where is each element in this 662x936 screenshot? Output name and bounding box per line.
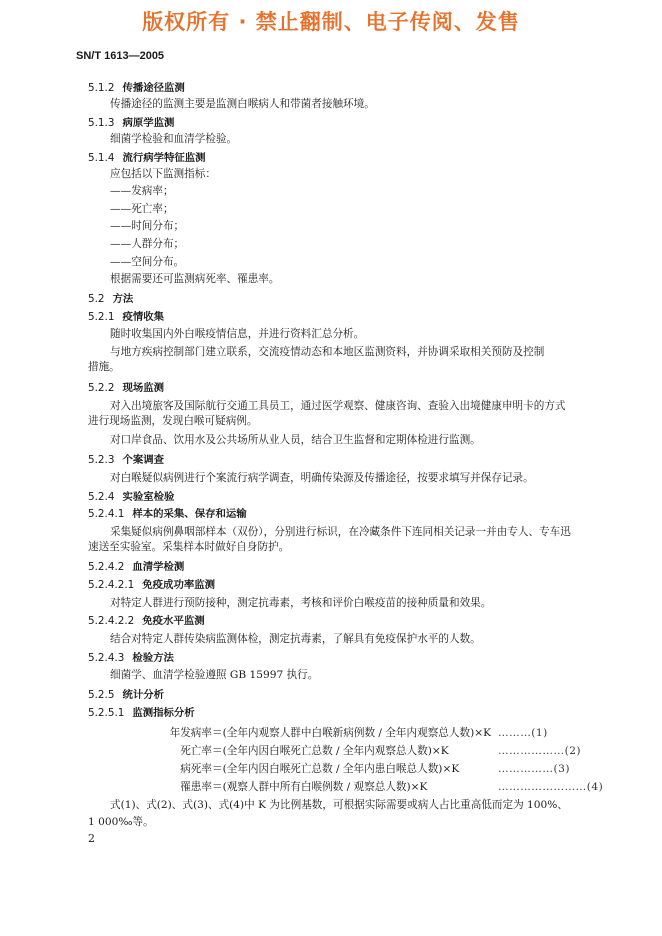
section-number: 5.2.4.2 [88,561,125,573]
formula-number: ……………………(4) [498,781,604,793]
paragraph-line: ——死亡率； [110,203,174,215]
section-title: 监测指标分析 [132,707,195,719]
section-title: 疫情收集 [122,311,165,323]
section-title: 免疫成功率监测 [142,579,216,591]
paragraph-line: 结合对特定人群传染病监测体检，测定抗毒素，了解具有免疫保护水平的人数。 [110,633,481,645]
section-title: 检验方法 [132,652,174,664]
paragraph-line: 根据需要还可监测病死率、罹患率。 [110,273,280,285]
section-title: 个案调查 [122,454,165,466]
section-number: 5.2.4 [88,491,115,503]
section-number: 5.1.4 [88,152,115,164]
formula-expression: ＝(全年内观察人群中白喉新病例数 / 全年内观察总人数)×K [212,727,492,739]
page-number: 2 [88,832,95,845]
formula-label: 年发病率 [169,727,212,739]
section-heading [88,507,247,521]
formula-number: ……………(3) [498,763,570,775]
formula-line [150,780,604,794]
section-number: 5.2.4.3 [88,652,125,664]
section-number: 5.2.4.1 [88,508,125,520]
formula-label: 病死率 [180,763,212,775]
section-title: 统计分析 [122,689,165,701]
formula-line [150,744,582,758]
paragraph-line: 细菌学、血清学检验遵照 GB 15997 执行。 [110,669,319,681]
paragraph-line: ——发病率； [110,185,174,197]
formula-number: ………………(2) [498,745,582,757]
section-title: 方法 [112,293,134,305]
paragraph-line: 与地方疾病控制部门建立联系，交流疫情动态和本地区监测资料，并协调采取相关预防及控制 [110,346,545,358]
section-number: 5.2.4.2.2 [88,615,135,627]
paragraph-line: 速送至实验室。采集样本时做好自身防护。 [88,541,290,553]
formula-expression: ＝(全年内因白喉死亡总数 / 全年内观察总人数)×K [212,745,449,757]
paragraph-line: 随时收集国内外白喉疫情信息，并进行资料汇总分析。 [110,328,365,340]
section-heading [88,310,164,324]
section-number: 5.2.2 [88,382,115,394]
section-heading [88,151,206,165]
section-heading [88,651,174,665]
formula-label: 死亡率 [180,745,212,757]
section-heading [88,292,133,306]
section-title: 实验室检验 [122,491,175,503]
section-title: 免疫水平监测 [142,615,205,627]
paragraph-line: 措施。 [88,361,120,373]
paragraph-line: 应包括以下监测指标： [110,168,216,180]
section-heading [88,81,185,95]
paragraph-line: 1 000‰等。 [88,816,154,828]
paragraph-line: 对口岸食品、饮用水及公共场所从业人员，结合卫生监督和定期体检进行监测。 [110,434,481,446]
paragraph-line: 对白喉疑似病例进行个案流行病学调查，明确传染源及传播途径，按要求填写并保存记录。 [110,472,534,484]
section-number: 5.1.2 [88,82,115,94]
section-heading [88,688,164,702]
paragraph-line: 对特定人群进行预防接种，测定抗毒素，考核和评价白喉疫苗的接种质量和效果。 [110,597,492,609]
paragraph-line: 细菌学检验和血清学检验。 [110,133,238,145]
paragraph-line: ——时间分布； [110,220,185,232]
section-heading [88,116,174,130]
section-heading [88,614,205,628]
paragraph-line: ——空间分布。 [110,256,185,268]
section-title: 传播途径监测 [122,82,185,94]
standard-code: SN/T 1613—2005 [76,50,165,62]
section-title: 样本的采集、保存和运输 [132,508,247,520]
section-heading [88,706,195,720]
section-number: 5.2.4.2.1 [88,579,135,591]
section-title: 血清学检测 [132,561,185,573]
section-title: 流行病学特征监测 [122,152,206,164]
section-number: 5.2.5.1 [88,707,125,719]
formula-expression: ＝(观察人群中所有白喉例数 / 观察总人数)×K [212,781,428,793]
section-heading [88,578,215,592]
section-number: 5.2 [88,293,105,305]
section-heading [88,453,164,467]
formula-label: 罹患率 [180,781,212,793]
paragraph-line: 对入出境旅客及国际航行交通工具员工，通过医学观察、健康咨询、查验入出境健康申明卡的方式 [110,400,566,412]
section-title: 病原学监测 [122,117,175,129]
section-heading [88,560,184,574]
paragraph-line: 采集疑似病例鼻咽部样本（双份），分别进行标识，在冷藏条件下连同相关记录一并由专人、专车迅 [110,526,571,538]
paragraph-line: 进行现场监测，发现白喉可疑病例。 [88,415,258,427]
copyright-watermark: 版权所有 · 禁止翻制、电子传阅、发售 [142,10,520,34]
section-number: 5.1.3 [88,117,115,129]
section-number: 5.2.3 [88,454,115,466]
formula-number: ………(1) [498,727,548,739]
section-heading [88,490,174,504]
section-title: 现场监测 [122,382,165,394]
section-number: 5.2.5 [88,689,115,701]
paragraph-line: 式(1)、式(2)、式(3)、式(4)中 K 为比例基数，可根据实际需要或病人占比重高低而定为 100%、 [110,799,568,811]
formula-line [150,726,548,740]
section-heading [88,381,164,395]
paragraph-line: ——人群分布； [110,238,185,250]
section-number: 5.2.1 [88,311,115,323]
formula-expression: ＝(全年内因白喉死亡总数 / 全年内患白喉总人数)×K [212,763,460,775]
formula-line [150,762,570,776]
paragraph-line: 传播途径的监测主要是监测白喉病人和带菌者接触环境。 [110,98,375,110]
